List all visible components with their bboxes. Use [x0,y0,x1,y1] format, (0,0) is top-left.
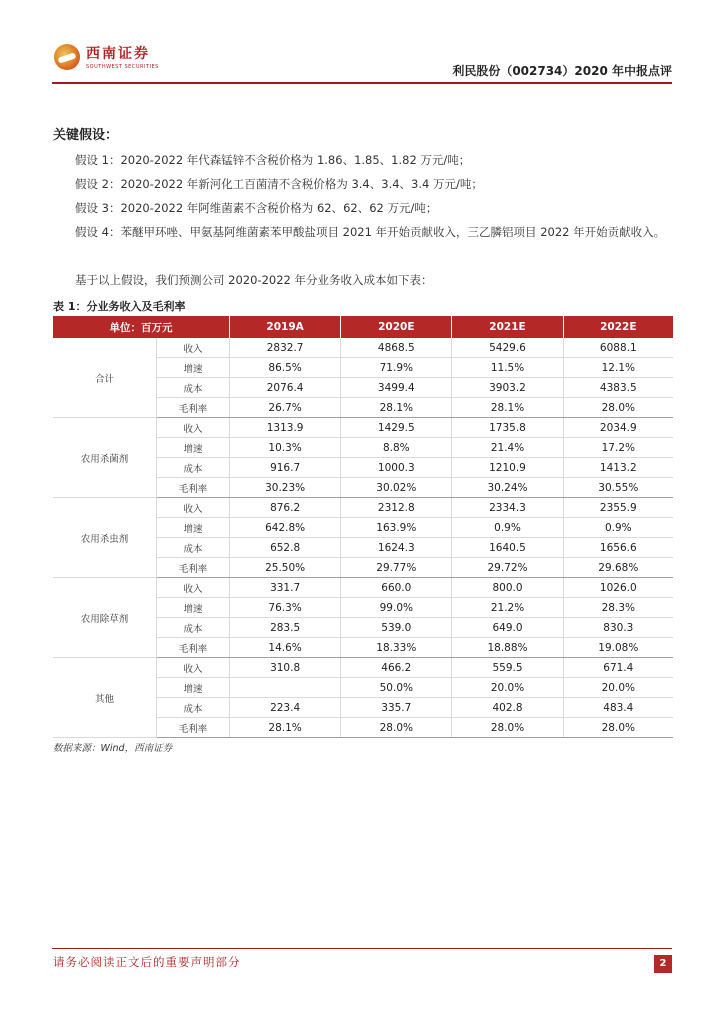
table-cell: 876.2 [230,498,341,518]
table-cell: 1000.3 [341,458,452,478]
table-cell: 2312.8 [341,498,452,518]
metric-label: 收入 [157,578,230,598]
table-header-row [53,316,673,338]
metric-label: 收入 [157,658,230,678]
table-cell: 21.2% [452,598,563,618]
table-cell: 1640.5 [452,538,563,558]
table-cell: 1026.0 [563,578,673,598]
table-cell: 30.55% [563,478,673,498]
table-cell: 76.3% [230,598,341,618]
logo-emblem-icon [54,44,80,70]
segment-name: 农用杀菌剂 [53,418,157,498]
table-cell: 652.8 [230,538,341,558]
table-cell: 20.0% [452,678,563,698]
header-2020e: 2020E [341,316,452,338]
table-cell: 2034.9 [563,418,673,438]
table-cell: 30.02% [341,478,452,498]
table-cell: 649.0 [452,618,563,638]
metric-label: 毛利率 [157,398,230,418]
assumption-4: 假设 4：苯醚甲环唑、甲氨基阿维菌素苯甲酸盐项目 2021 年开始贡献收入，三乙膦铝项目 2022 年开始贡献收入。 [75,225,666,239]
metric-label: 成本 [157,538,230,558]
assumption-2: 假设 2：2020-2022 年新河化工百菌清不含税价格为 3.4、3.4、3.4 万元/吨； [75,177,483,191]
data-source: 数据来源：Wind，西南证券 [53,743,173,754]
table-cell: 28.1% [230,718,341,738]
header-unit: 单位：百万元 [53,316,230,338]
metric-label: 收入 [157,418,230,438]
table-cell: 466.2 [341,658,452,678]
table-row [53,418,673,438]
table-cell: 1429.5 [341,418,452,438]
table-row [53,338,673,358]
table-cell: 17.2% [563,438,673,458]
header-2022e: 2022E [563,316,673,338]
metric-label: 毛利率 [157,718,230,738]
metric-label: 成本 [157,618,230,638]
table-cell: 1624.3 [341,538,452,558]
table-cell: 8.8% [341,438,452,458]
metric-label: 增速 [157,678,230,698]
table-cell: 0.9% [452,518,563,538]
table-cell: 830.3 [563,618,673,638]
table-cell: 1735.8 [452,418,563,438]
footer-disclaimer: 请务必阅读正文后的重要声明部分 [53,955,241,969]
table-cell: 3499.4 [341,378,452,398]
table-cell: 2334.3 [452,498,563,518]
table-cell: 14.6% [230,638,341,658]
table-cell: 6088.1 [563,338,673,358]
metric-label: 毛利率 [157,478,230,498]
table-cell: 335.7 [341,698,452,718]
table-cell: 1413.2 [563,458,673,478]
segment-name: 农用除草剂 [53,578,157,658]
table-cell: 20.0% [563,678,673,698]
table-cell [230,678,341,698]
company-logo [54,42,204,76]
table-cell: 539.0 [341,618,452,638]
table-cell: 559.5 [452,658,563,678]
table-cell: 283.5 [230,618,341,638]
footer-divider [52,948,672,949]
revenue-table [53,316,673,738]
assumption-1: 假设 1：2020-2022 年代森锰锌不含税价格为 1.86、1.85、1.82 万元/吨； [75,153,471,167]
table-cell: 50.0% [341,678,452,698]
table-cell: 0.9% [563,518,673,538]
table-cell: 4383.5 [563,378,673,398]
table-cell: 11.5% [452,358,563,378]
table-cell: 28.0% [341,718,452,738]
table-cell: 2076.4 [230,378,341,398]
table-cell: 28.0% [563,718,673,738]
segment-name: 合计 [53,338,157,418]
table-cell: 642.8% [230,518,341,538]
table-cell: 28.0% [563,398,673,418]
table-cell: 3903.2 [452,378,563,398]
metric-label: 增速 [157,438,230,458]
table-cell: 26.7% [230,398,341,418]
table-cell: 163.9% [341,518,452,538]
table-row [53,658,673,678]
table-cell: 800.0 [452,578,563,598]
table-cell: 916.7 [230,458,341,478]
table-cell: 402.8 [452,698,563,718]
table-cell: 71.9% [341,358,452,378]
segment-name: 农用杀虫剂 [53,498,157,578]
metric-label: 成本 [157,458,230,478]
table-cell: 660.0 [341,578,452,598]
metric-label: 增速 [157,358,230,378]
table-cell: 29.77% [341,558,452,578]
table-cell: 28.1% [341,398,452,418]
table-cell: 18.33% [341,638,452,658]
table-cell: 5429.6 [452,338,563,358]
table-cell: 21.4% [452,438,563,458]
table-cell: 99.0% [341,598,452,618]
table-cell: 29.72% [452,558,563,578]
table-cell: 4868.5 [341,338,452,358]
header-2021e: 2021E [452,316,563,338]
table-cell: 1210.9 [452,458,563,478]
table-cell: 671.4 [563,658,673,678]
metric-label: 收入 [157,338,230,358]
table-cell: 28.1% [452,398,563,418]
assumption-3: 假设 3：2020-2022 年阿维菌素不含税价格为 62、62、62 万元/吨； [75,201,438,215]
table-cell: 86.5% [230,358,341,378]
table-cell: 10.3% [230,438,341,458]
metric-label: 增速 [157,518,230,538]
table-row [53,498,673,518]
table-cell: 30.24% [452,478,563,498]
table-cell: 25.50% [230,558,341,578]
table-cell: 2832.7 [230,338,341,358]
metric-label: 毛利率 [157,638,230,658]
table-cell: 18.88% [452,638,563,658]
header-2019a: 2019A [230,316,341,338]
table-cell: 2355.9 [563,498,673,518]
table-body [53,338,673,738]
metric-label: 成本 [157,378,230,398]
metric-label: 成本 [157,698,230,718]
table-cell: 223.4 [230,698,341,718]
table-row [53,578,673,598]
logo-english-name: SOUTHWEST SECURITIES [86,64,159,70]
report-title: 利民股份（002734）2020 年中报点评 [452,64,672,78]
table-cell: 483.4 [563,698,673,718]
segment-name: 其他 [53,658,157,738]
section-title: 关键假设： [53,128,119,143]
table-cell: 1656.6 [563,538,673,558]
table-caption: 表 1：分业务收入及毛利率 [53,300,186,313]
metric-label: 收入 [157,498,230,518]
table-cell: 331.7 [230,578,341,598]
metric-label: 毛利率 [157,558,230,578]
table-cell: 29.68% [563,558,673,578]
table-cell: 28.3% [563,598,673,618]
metric-label: 增速 [157,598,230,618]
table-cell: 30.23% [230,478,341,498]
page-header [52,36,672,84]
table-cell: 12.1% [563,358,673,378]
table-cell: 19.08% [563,638,673,658]
header-divider [52,82,672,84]
table-cell: 310.8 [230,658,341,678]
page-number: 2 [654,955,672,973]
table-cell: 1313.9 [230,418,341,438]
table-cell: 28.0% [452,718,563,738]
logo-chinese-name: 西南证券 [86,46,150,62]
table-intro: 基于以上假设，我们预测公司 2020-2022 年分业务收入成本如下表： [75,273,433,287]
